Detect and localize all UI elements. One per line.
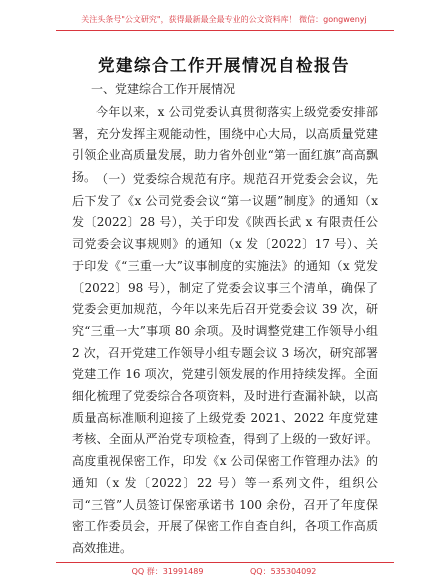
footer-qq-group: QQ 群：31991489 <box>131 567 204 576</box>
footer-banner <box>0 566 448 577</box>
header-banner: 关注头条号"公文研究"，获得最新最全最专业的公文资料库！ 微信：gongwenyj <box>81 15 367 24</box>
section-heading: 一、党建综合工作开展情况 <box>91 82 236 96</box>
paragraph-intro: 今年以来，x 公司党委认真贯彻落实上级党委安排部署，充分发挥主观能动性，围绕中心大局，以高质量党建引领企业高质量发展，助力省外创业“第一面红旗”高高飘扬。 <box>72 105 378 185</box>
footer-divider <box>56 562 394 563</box>
document-title: 党建综合工作开展情况自检报告 <box>98 56 350 75</box>
footer-qq: QQ：535304092 <box>250 567 317 576</box>
header-divider <box>56 30 394 31</box>
paragraph-party-committee: （一）党委综合规范有序。规范召开党委会会议，先后下发了《x 公司党委会议“第一议题”制度》的通知（x 发〔2022〕28 号），关于印发《陕西长武 x 有限责任公司党委会议事规则》的通知（x 发〔2022〕17 号）、关于印发《“三重一大”议事制度的实施法》的通知（x 党发〔2022〕98 号），制定了党委会议事三个清单，确保了党委会更加规范，今年以来先后召开党委会议 39 次，研究“三重一大”事项 80 余项。及时调整党建工作领导小组 2 次，召开党建工作领导小组专题会议 3 场次，研究部署党建工作 16 项次，党建引领发展的作用持续发挥。全面细化梳理了党委综合各项资料，及时进行查漏补缺，以高质量高标准顺利迎接了上级党委 2021、2022 年度党建考核、全面从严治党专项检查，得到了上级的一致好评。高度重视保密工作，印发《x 公司保密工作管理办法》的通知（x 发〔2022〕22 号）等一系列文件，组织公司“三管”人员签订保密承诺书 100 余份，召开了年度保密工作委员会，开展了保密工作自查自纠，各项工作高质高效推进。 <box>72 172 378 555</box>
